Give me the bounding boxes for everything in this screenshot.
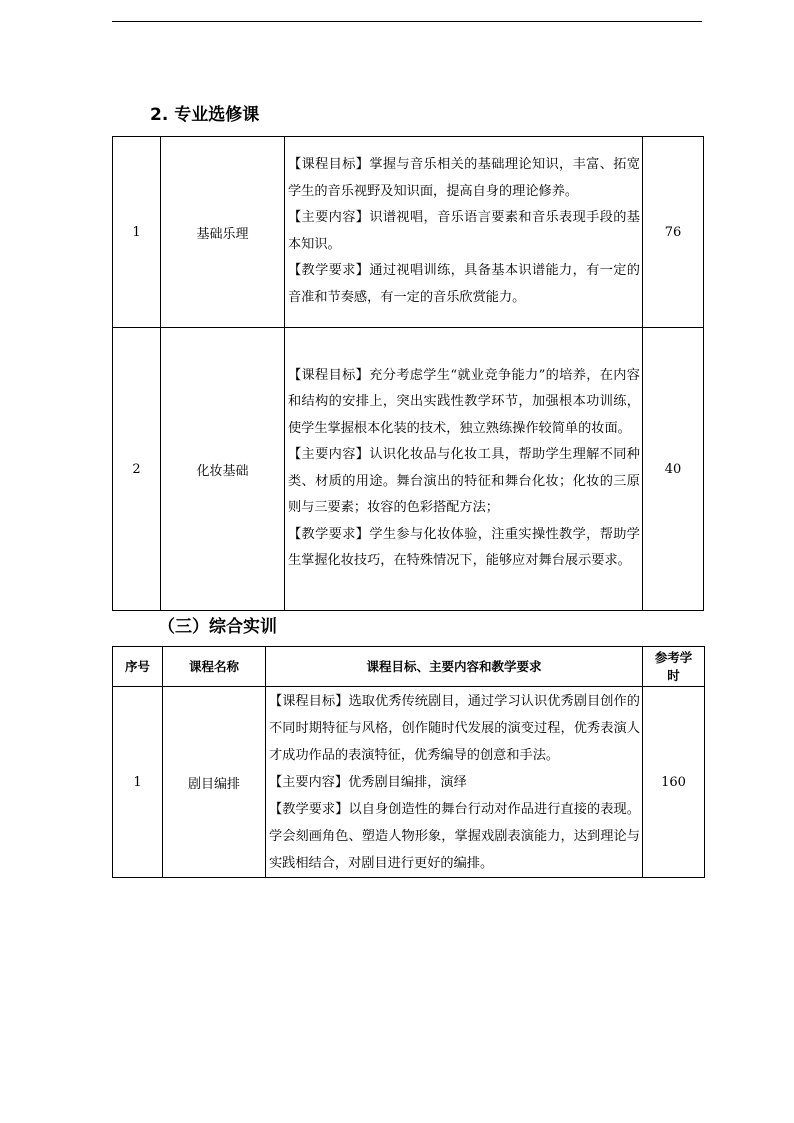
course-description: [285, 328, 643, 611]
table-row: [113, 328, 704, 611]
table-row: [113, 137, 704, 328]
course-goal: 【课程目标】选取优秀传统剧目，通过学习认识优秀剧目创作的不同时期特征与风格，创作随时代发展的演变过程，优秀表演人才成功作品的表演特征，优秀编导的创意和手法。: [269, 693, 640, 763]
course-hours: 40: [643, 328, 704, 611]
course-requirement: 【教学要求】以自身创造性的舞台行动对作品进行直接的表现。学会刻画角色、塑造人物形象，掌握戏剧表演能力，达到理论与实践相结合，对剧目进行更好的编排。: [269, 801, 640, 871]
course-goal: 【课程目标】掌握与音乐相关的基础理论知识，丰富、拓宽学生的音乐视野及知识面，提高自身的理论修养。: [288, 157, 640, 199]
course-name: 化妆基础: [161, 328, 285, 611]
row-number: 2: [113, 328, 161, 611]
header-no: 序号: [113, 647, 163, 687]
course-goal: 【课程目标】充分考虑学生“就业竞争能力”的培养，在内容和结构的安排上，突出实践性教学环节，加强根本功训练，使学生掌握根本化装的技术，独立熟练操作较简单的妆面。: [288, 367, 640, 436]
course-requirement: 【教学要求】通过视唱训练，具备基本识谱能力，有一定的音准和节奏感，有一定的音乐欣赏能力。: [288, 263, 640, 305]
header-name: 课程名称: [163, 647, 266, 687]
header-content: 课程目标、主要内容和教学要求: [266, 647, 643, 687]
electives-table: [112, 136, 704, 611]
course-content: 【主要内容】优秀剧目编排，演绎: [269, 774, 467, 790]
section-2-title: 2. 专业选修课: [150, 105, 260, 125]
header-rule: [112, 21, 702, 22]
course-hours: 76: [643, 137, 704, 328]
table-header-row: [113, 647, 705, 687]
training-table: [112, 646, 705, 878]
course-name: 基础乐理: [161, 137, 285, 328]
section-3-title: （三）综合实训: [158, 617, 277, 637]
table-row: [113, 687, 705, 878]
course-hours: 160: [643, 687, 705, 878]
course-content: 【主要内容】认识化妆品与化妆工具，帮助学生理解不同种类、材质的用途。舞台演出的特征和舞台化妆；化妆的三原则与三要素；妆容的色彩搭配方法；: [288, 447, 640, 515]
course-name: 剧目编排: [163, 687, 266, 878]
course-content: 【主要内容】识谱视唱，音乐语言要素和音乐表现手段的基本知识。: [288, 210, 640, 252]
course-requirement: 【教学要求】学生参与化妆体验，注重实操性教学，帮助学生掌握化妆技巧，在特殊情况下，能够应对舞台展示要求。: [288, 526, 640, 568]
course-description: [266, 687, 643, 878]
row-number: 1: [113, 687, 163, 878]
course-description: [285, 137, 643, 328]
header-hours: 参考学时: [643, 647, 705, 687]
row-number: 1: [113, 137, 161, 328]
